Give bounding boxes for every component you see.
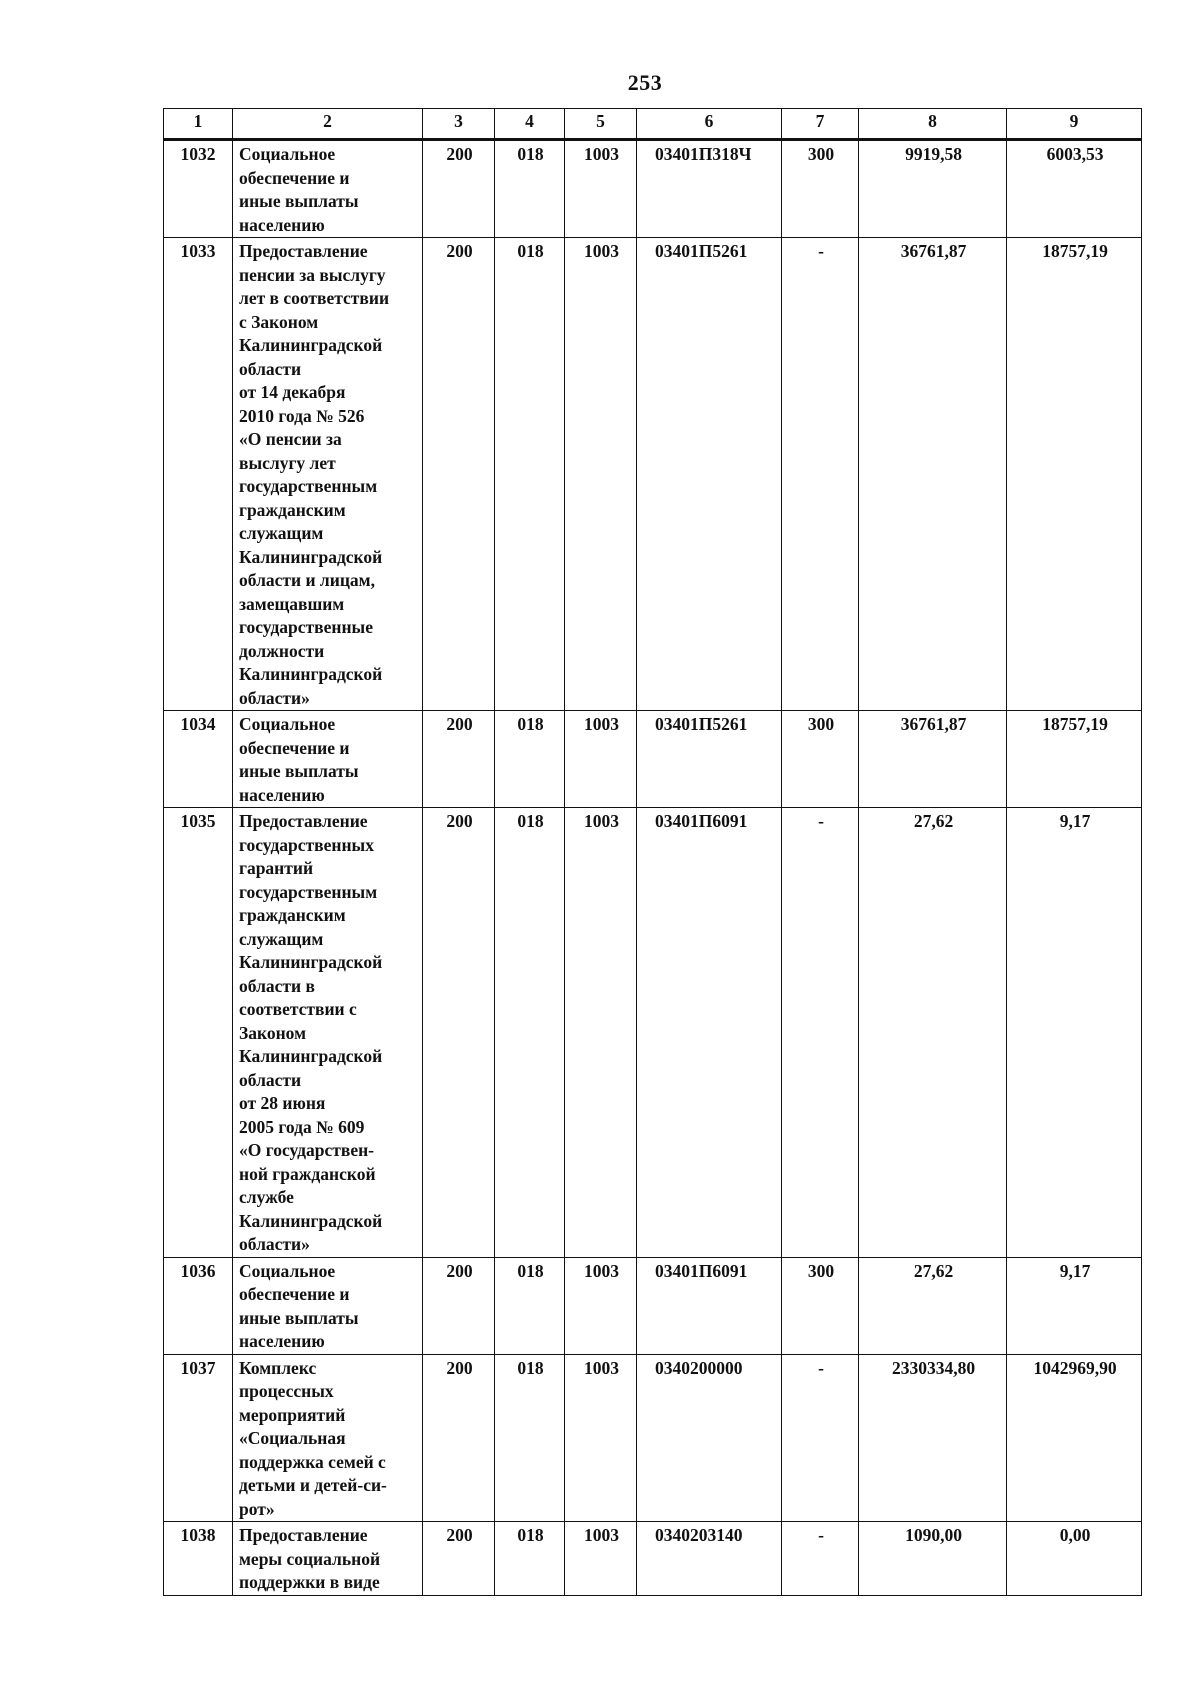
code-cell-5: 1003 — [565, 1522, 637, 1596]
amount-cell-9: 9,17 — [1007, 808, 1142, 1258]
column-header: 6 — [637, 109, 782, 140]
target-article-cell: 03401П6091 — [637, 1257, 782, 1354]
description-line: Калининградской — [239, 1210, 383, 1231]
description-line: обеспечение и — [239, 1284, 350, 1304]
expense-type-cell: 300 — [782, 140, 859, 238]
column-header: 4 — [495, 109, 565, 140]
table-row — [164, 808, 1142, 1258]
description-line: Социальное — [239, 1260, 336, 1281]
description-line: области и лицам, — [239, 570, 375, 590]
code-cell-4: 018 — [495, 711, 565, 808]
page-number: 253 — [627, 70, 663, 95]
code-cell-5: 1003 — [565, 238, 637, 711]
amount-cell-8: 36761,87 — [859, 238, 1007, 711]
table-row — [164, 1354, 1142, 1522]
description-line: иные выплаты — [239, 1307, 359, 1328]
target-article-cell: 03401П6091 — [637, 808, 782, 1258]
description-line: с Законом — [239, 311, 319, 332]
column-header: 1 — [164, 109, 233, 140]
column-header: 2 — [233, 109, 423, 140]
column-header: 7 — [782, 109, 859, 140]
description-line: Калининградской — [239, 546, 383, 567]
row-number-cell: 1037 — [164, 1354, 233, 1522]
description-line: гарантий — [239, 858, 314, 878]
column-header: 3 — [423, 109, 495, 140]
description-line: области» — [239, 1234, 310, 1254]
description-line: обеспечение и — [239, 167, 350, 188]
description-line: от 14 декабря — [239, 382, 346, 402]
description-line: Калининградской — [239, 1046, 383, 1066]
description-line: Калининградской — [239, 952, 383, 972]
amount-cell-8: 36761,87 — [859, 711, 1007, 808]
target-article-cell: 0340203140 — [637, 1522, 782, 1596]
budget-table — [163, 108, 1142, 1596]
description-line: населению — [239, 1331, 325, 1351]
amount-cell-8: 9919,58 — [859, 140, 1007, 238]
description-line: области — [239, 358, 302, 379]
description-line: государственным — [239, 476, 378, 496]
description-line: детьми и детей-си- — [239, 1475, 387, 1495]
table-row — [164, 1522, 1142, 1596]
description-line: лет в соответствии — [239, 288, 390, 308]
table-header — [164, 109, 1142, 140]
column-header: 9 — [1007, 109, 1142, 140]
code-cell-4: 018 — [495, 1257, 565, 1354]
code-cell-4: 018 — [495, 1354, 565, 1522]
description-line: соответствии с — [239, 999, 357, 1019]
description-line: Социальное — [239, 714, 336, 734]
description-line: обеспечение и — [239, 737, 350, 758]
target-article-cell: 03401П5261 — [637, 238, 782, 711]
code-cell-3: 200 — [423, 1257, 495, 1354]
description-line: меры социальной — [239, 1548, 381, 1569]
code-cell-5: 1003 — [565, 808, 637, 1258]
description-line: «О пенсии за — [239, 429, 342, 449]
description-line: Законом — [239, 1022, 307, 1043]
code-cell-5: 1003 — [565, 1257, 637, 1354]
expense-type-cell: 300 — [782, 1257, 859, 1354]
row-number-cell: 1038 — [164, 1522, 233, 1596]
code-cell-5: 1003 — [565, 1354, 637, 1522]
row-number-cell: 1034 — [164, 711, 233, 808]
description-line: рот» — [239, 1498, 275, 1519]
description-line: области — [239, 1069, 302, 1090]
target-article-cell: 03401П318Ч — [637, 140, 782, 238]
table-row — [164, 238, 1142, 711]
description-line: «Социальная — [239, 1428, 346, 1448]
description-line: государственных — [239, 834, 374, 855]
amount-cell-9: 18757,19 — [1007, 711, 1142, 808]
description-line: Предоставление — [239, 811, 368, 831]
amount-cell-9: 1042969,90 — [1007, 1354, 1142, 1522]
description-line: выслугу лет — [239, 452, 336, 473]
column-header: 5 — [565, 109, 637, 140]
description-line: гражданским — [239, 905, 346, 925]
amount-cell-9: 0,00 — [1007, 1522, 1142, 1596]
table-row — [164, 1257, 1142, 1354]
row-number-cell: 1033 — [164, 238, 233, 711]
description-line: Предоставление — [239, 1525, 368, 1545]
code-cell-3: 200 — [423, 238, 495, 711]
description-cell — [233, 1354, 423, 1522]
expense-type-cell: - — [782, 1354, 859, 1522]
expense-type-cell: - — [782, 808, 859, 1258]
description-line: области в — [239, 975, 315, 996]
code-cell-3: 200 — [423, 1522, 495, 1596]
expense-type-cell: - — [782, 1522, 859, 1596]
description-line: иные выплаты — [239, 191, 359, 211]
description-line: замещавшим — [239, 593, 345, 614]
amount-cell-8: 27,62 — [859, 808, 1007, 1258]
code-cell-4: 018 — [495, 1522, 565, 1596]
description-line: службе — [239, 1187, 294, 1207]
description-line: государственным — [239, 881, 378, 902]
description-line: пенсии за выслугу — [239, 264, 386, 285]
target-article-cell: 03401П5261 — [637, 711, 782, 808]
description-cell — [233, 808, 423, 1258]
description-line: 2005 года № 609 — [239, 1116, 365, 1137]
code-cell-5: 1003 — [565, 140, 637, 238]
description-cell — [233, 140, 423, 238]
description-line: должности — [239, 640, 325, 661]
code-cell-4: 018 — [495, 140, 565, 238]
description-cell — [233, 1257, 423, 1354]
amount-cell-8: 1090,00 — [859, 1522, 1007, 1596]
description-line: гражданским — [239, 499, 346, 520]
table-row — [164, 711, 1142, 808]
description-line: Калининградской — [239, 335, 383, 355]
description-line: поддержки в виде — [239, 1572, 380, 1592]
description-cell — [233, 1522, 423, 1596]
description-line: служащим — [239, 928, 324, 949]
row-number-cell: 1032 — [164, 140, 233, 238]
description-line: служащим — [239, 523, 324, 543]
description-line: Социальное — [239, 144, 336, 164]
code-cell-3: 200 — [423, 808, 495, 1258]
description-line: населению — [239, 214, 325, 235]
description-line: Калининградской — [239, 664, 383, 684]
amount-cell-9: 18757,19 — [1007, 238, 1142, 711]
description-line: населению — [239, 784, 325, 805]
description-line: мероприятий — [239, 1404, 346, 1425]
description-line: области» — [239, 687, 310, 708]
target-article-cell: 0340200000 — [637, 1354, 782, 1522]
description-cell — [233, 238, 423, 711]
description-line: государственные — [239, 617, 373, 637]
row-number-cell: 1036 — [164, 1257, 233, 1354]
description-line: ной гражданской — [239, 1163, 376, 1184]
amount-cell-8: 27,62 — [859, 1257, 1007, 1354]
code-cell-5: 1003 — [565, 711, 637, 808]
description-line: поддержка семей с — [239, 1451, 386, 1472]
description-line: Комплекс — [239, 1357, 317, 1378]
code-cell-4: 018 — [495, 808, 565, 1258]
code-cell-3: 200 — [423, 1354, 495, 1522]
amount-cell-9: 9,17 — [1007, 1257, 1142, 1354]
description-cell — [233, 711, 423, 808]
column-header: 8 — [859, 109, 1007, 140]
code-cell-4: 018 — [495, 238, 565, 711]
code-cell-3: 200 — [423, 711, 495, 808]
description-line: иные выплаты — [239, 761, 359, 781]
header-row — [164, 109, 1142, 140]
amount-cell-9: 6003,53 — [1007, 140, 1142, 238]
description-line: Предоставление — [239, 241, 368, 261]
description-line: от 28 июня — [239, 1093, 326, 1113]
expense-type-cell: - — [782, 238, 859, 711]
table-body — [164, 140, 1142, 1596]
amount-cell-8: 2330334,80 — [859, 1354, 1007, 1522]
description-line: процессных — [239, 1381, 334, 1401]
row-number-cell: 1035 — [164, 808, 233, 1258]
description-line: 2010 года № 526 — [239, 405, 365, 426]
code-cell-3: 200 — [423, 140, 495, 238]
table-row — [164, 140, 1142, 238]
expense-type-cell: 300 — [782, 711, 859, 808]
description-line: «О государствен- — [239, 1140, 375, 1160]
